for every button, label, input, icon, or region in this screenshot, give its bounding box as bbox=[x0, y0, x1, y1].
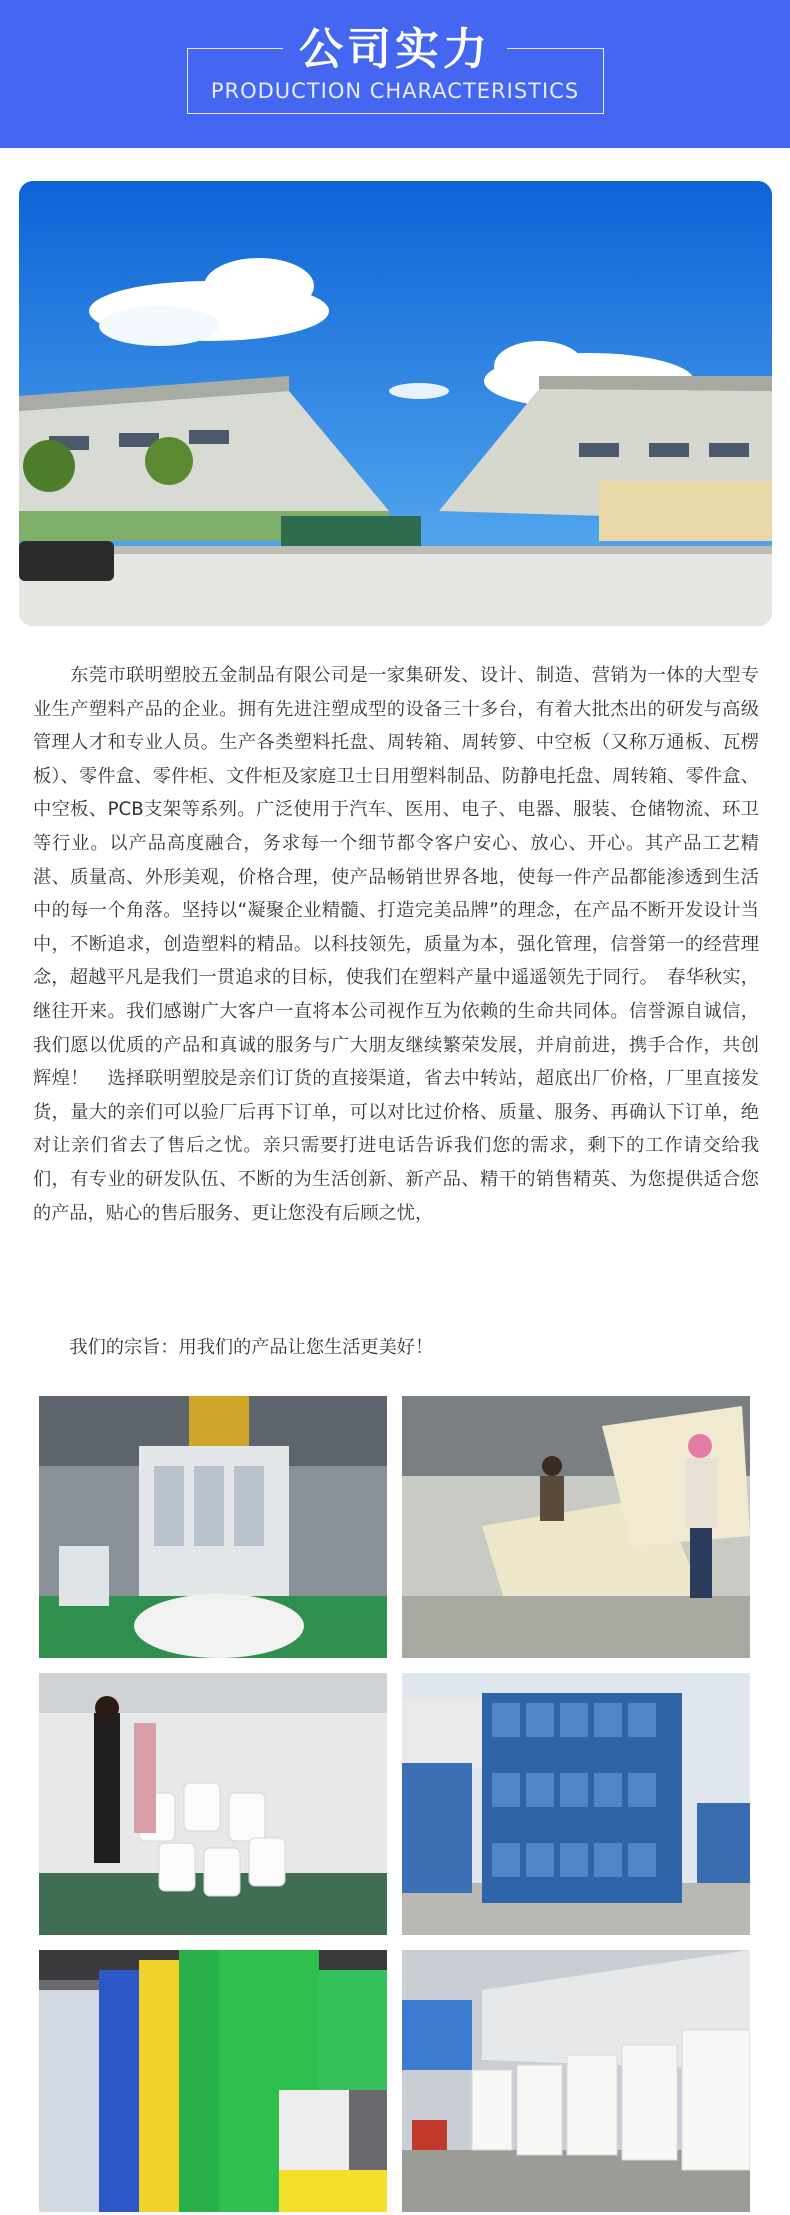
gallery-photo-hollow-board-workers bbox=[402, 1396, 750, 1658]
section-title-text: 公司实力 bbox=[283, 24, 507, 75]
gallery-photo-jerry-cans-white bbox=[39, 1673, 387, 1935]
gallery-photo-injection-machine bbox=[39, 1396, 387, 1658]
section-title bbox=[0, 20, 790, 80]
gallery-photo-warehouse-stacks bbox=[402, 1950, 750, 2212]
section-subtitle: PRODUCTION CHARACTERISTICS bbox=[210, 79, 580, 103]
gallery-photo-jerry-cans-blue bbox=[402, 1673, 750, 1935]
gallery-photo-turnover-boxes bbox=[39, 1950, 387, 2212]
company-introduction: 东莞市联明塑胶五金制品有限公司是一家集研发、设计、制造、营销为一体的大型专业生产塑料产品的企业。拥有先进注塑成型的设备三十多台，有着大批杰出的研发与高级管理人才和专业人员。生产各类塑料托盘、周转箱、周转箩、中空板（又称万通板、瓦楞板）、零件盒、零件柜、文件柜及家庭卫士日用塑料制品、防静电托盘、周转箱、零件盒、中空板、PCB支架等系列。广泛使用于汽车、医用、电子、电器、服装、仓储物流、环卫等行业。以产品高度融合，务求每一个细节都令客户安心、放心、开心。其产品工艺精湛、质量高、外形美观，价格合理，使产品畅销世界各地，使每一件产品都能渗透到生活中的每一个角落。坚持以“凝聚企业精髓、打造完美品牌”的理念，在产品不断开发设计当中，不断追求，创造塑料的精品。以科技领先，质量为本，强化管理，信誉第一的经营理念，超越平凡是我们一贯追求的目标，使我们在塑料产量中遥遥领先于同行。 春华秋实，继往开来。我们感谢广大客户一直将本公司视作互为依赖的生命共同体。信誉源自诚信，我们愿以优质的产品和真诚的服务与广大朋友继续繁荣发展，并肩前进，携手合作，共创辉煌！ 选择联明塑胶是亲们订货的直接渠道，省去中转站，超底出厂价格，厂里直接发货，量大的亲们可以验厂后再下订单，可以对比过价格、质量、服务、再确认下订单，绝对让亲们省去了售后之忧。亲只需要打进电话告诉我们您的需求，剩下的工作请交给我们，有专业的研发队伍、不断的为生活创新、新产品、精干的销售精英、为您提供适合您的产品，贴心的售后服务、更让您没有后顾之忧， bbox=[33, 665, 759, 1224]
company-motto: 我们的宗旨：用我们的产品让您生活更美好！ bbox=[33, 1337, 434, 1358]
factory-photo bbox=[19, 181, 772, 626]
header-banner bbox=[0, 0, 790, 148]
